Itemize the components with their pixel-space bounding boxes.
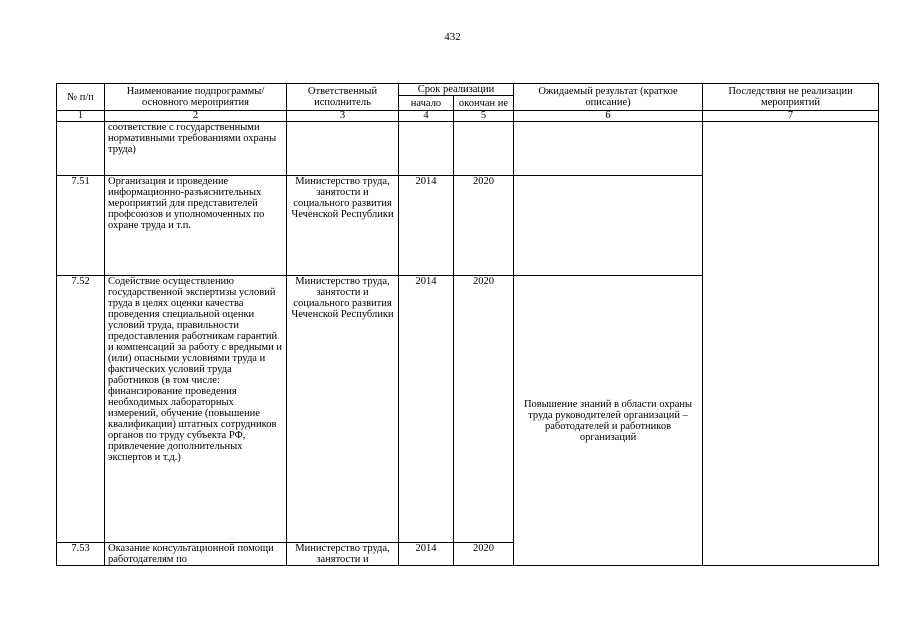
table-row bbox=[57, 122, 879, 176]
row-num: 7.52 bbox=[57, 276, 105, 543]
col-number: 1 bbox=[57, 111, 105, 122]
measures-table bbox=[56, 83, 879, 566]
row-start bbox=[399, 122, 454, 176]
header-responsible: Ответственный исполнитель bbox=[287, 84, 399, 111]
row-end: 2020 bbox=[454, 543, 514, 566]
col-number: 3 bbox=[287, 111, 399, 122]
row-responsible: Министерство труда, занятости и социального развития Чеченской Республики bbox=[287, 176, 399, 276]
header-end: окончан ие bbox=[454, 96, 514, 111]
header-name: Наименование подпрограммы/ основного мероприятия bbox=[105, 84, 287, 111]
row-num bbox=[57, 122, 105, 176]
row-responsible: Министерство труда, занятости и bbox=[287, 543, 399, 566]
row-start: 2014 bbox=[399, 176, 454, 276]
row-responsible: Министерство труда, занятости и социального развития Чеченской Республики bbox=[287, 276, 399, 543]
row-name: Оказание консультационной помощи работодателям по bbox=[105, 543, 287, 566]
header-start: начало bbox=[399, 96, 454, 111]
col-number: 6 bbox=[514, 111, 703, 122]
row-end: 2020 bbox=[454, 176, 514, 276]
expected-result: Повышение знаний в области охраны труда руководителей организаций – работодателей и работников организаций bbox=[514, 276, 703, 566]
header-result: Ожидаемый результат (краткое описание) bbox=[514, 84, 703, 111]
row-end bbox=[454, 122, 514, 176]
row-name: Организация и проведение информационно-разъяснительных мероприятий для представителей профсоюзов и уполномоченных по охране труда и т.п. bbox=[105, 176, 287, 276]
col-number: 7 bbox=[703, 111, 879, 122]
row-num: 7.53 bbox=[57, 543, 105, 566]
header-period: Срок реализации bbox=[399, 84, 514, 96]
row-end: 2020 bbox=[454, 276, 514, 543]
row-num: 7.51 bbox=[57, 176, 105, 276]
row-name: соответствие с государственными нормативными требованиями охраны труда) bbox=[105, 122, 287, 176]
col-number: 4 bbox=[399, 111, 454, 122]
col-number: 5 bbox=[454, 111, 514, 122]
result-cell-empty bbox=[514, 176, 703, 276]
row-responsible bbox=[287, 122, 399, 176]
column-numbers-row bbox=[57, 111, 879, 122]
header-num: № п/п bbox=[57, 84, 105, 111]
row-start: 2014 bbox=[399, 276, 454, 543]
col-number: 2 bbox=[105, 111, 287, 122]
result-cell-empty bbox=[514, 122, 703, 176]
consequences-cell bbox=[703, 122, 879, 566]
row-name: Содействие осуществлению государственной экспертизы условий труда в целях оценки качества проведения специальной оценки условий труда, правильности предоставления работникам гарантий и компенсаций за работу с вредными и (или) опасными условиями труда и фактических условий труда работников (в том числе: финансирование проведения необходимых лабораторных измерений, обучение (повышение квалификации) штатных сотрудников органов по труду субъекта РФ, привлечение дополнительных экспертов и т.д.) bbox=[105, 276, 287, 543]
row-start: 2014 bbox=[399, 543, 454, 566]
header-consequences: Последствия не реализации мероприятий bbox=[703, 84, 879, 111]
header-row bbox=[57, 84, 879, 96]
page-number: 432 bbox=[444, 31, 461, 43]
